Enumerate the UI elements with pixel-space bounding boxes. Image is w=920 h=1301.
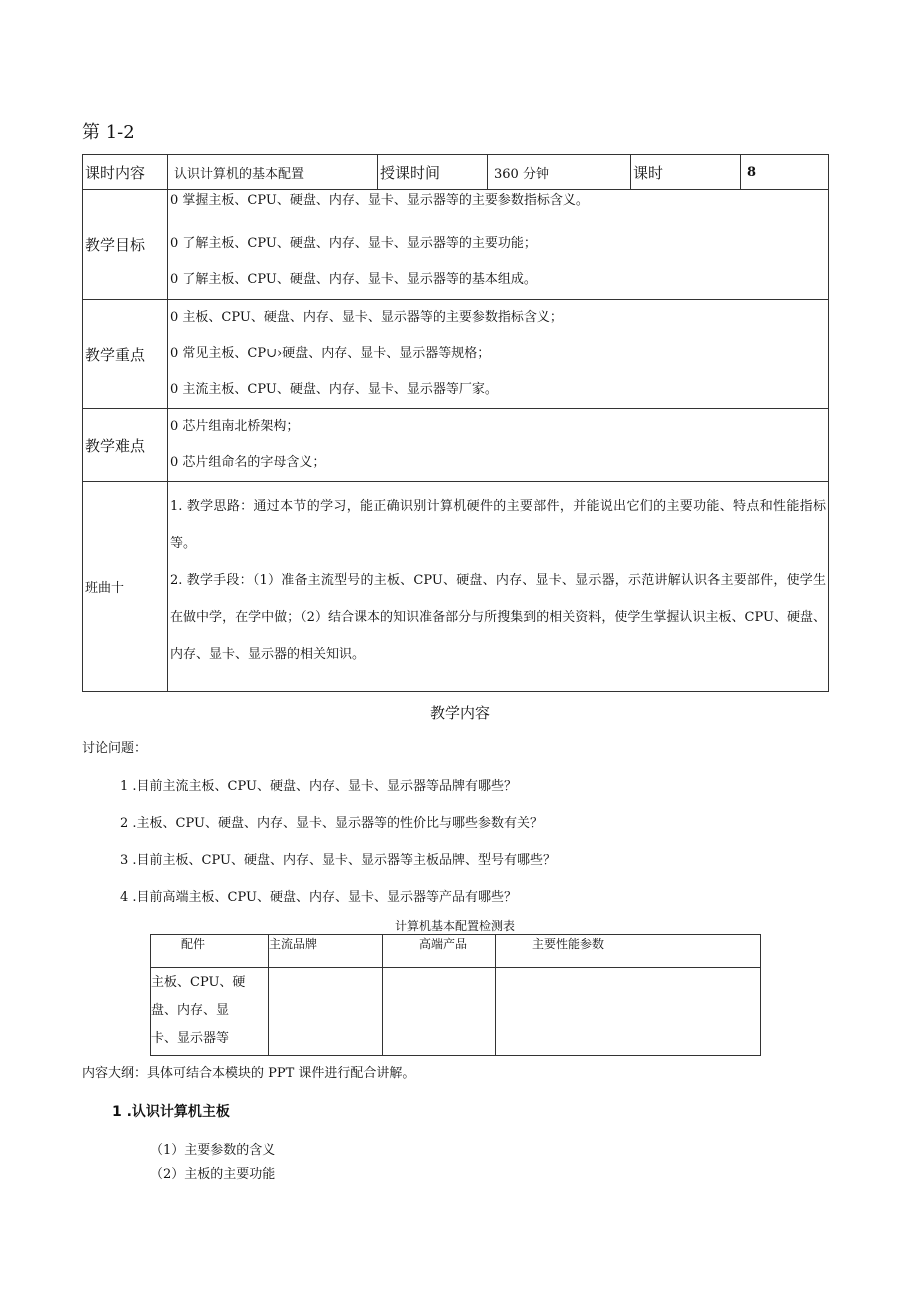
focus-row xyxy=(83,300,829,409)
header-parts: 配件 xyxy=(151,935,269,968)
focus-item: 0 常见主板、CP∪›硬盘、内存、显卡、显示器等规格； xyxy=(170,346,491,361)
check-table-header-row xyxy=(151,935,761,968)
cell-performance[interactable] xyxy=(496,968,761,1056)
method-paragraph: 2. 教学手段：（1）准备主流型号的主板、CPU、硬盘、内存、显卡、显示器，示范讲解认识各主要部件，使学生在做中学，在学中做；（2）结合课本的知识准备部分与所搜集到的相关资料，使学生掌握认识主板、CPU、硬盘、内存、显卡、显示器的相关知识。 xyxy=(170,573,826,662)
part-line: 主板、CPU、硬 xyxy=(151,975,246,990)
check-table-title: 计算机基本配置检测表 xyxy=(394,919,515,933)
lesson-number: 第 1-2 xyxy=(82,122,135,143)
method-row xyxy=(83,482,829,692)
focus-cell xyxy=(168,300,829,409)
discussion-question: 4 .目前高端主板、CPU、硬盘、内存、显卡、显示器等产品有哪些？ xyxy=(120,890,517,905)
content-outline: 内容大纲：具体可结合本模块的 PPT 课件进行配合讲解。 xyxy=(82,1066,416,1081)
method-label: 班曲十 xyxy=(83,482,168,692)
check-table-row xyxy=(151,968,761,1056)
discussion-question: 1 .目前主流主板、CPU、硬盘、内存、显卡、显示器等品牌有哪些？ xyxy=(120,779,517,794)
header-highend: 高端产品 xyxy=(383,935,496,968)
part-line: 盘、内存、显 xyxy=(151,1003,230,1018)
objective-item: 0 了解主板、CPU、硬盘、内存、显卡、显示器等的主要功能； xyxy=(170,236,537,251)
cell-parts xyxy=(151,968,269,1056)
section-1-item: （2）主板的主要功能 xyxy=(150,1167,276,1182)
content-value: 认识计算机的基本配置 xyxy=(168,155,378,190)
objective-item: 0 掌握主板、CPU、硬盘、内存、显卡、显示器等的主要参数指标含义。 xyxy=(170,193,589,208)
part-line: 卡、显示器等 xyxy=(151,1031,230,1046)
discussion-question: 2 .主板、CPU、硬盘、内存、显卡、显示器等的性价比与哪些参数有关？ xyxy=(120,816,543,831)
difficulty-label: 教学难点 xyxy=(83,409,168,482)
method-cell xyxy=(168,482,829,692)
objectives-label: 教学目标 xyxy=(83,190,168,300)
discussion-question: 3 .目前主板、CPU、硬盘、内存、显卡、显示器等主板品牌、型号有哪些？ xyxy=(120,853,556,868)
hours-value: 8 xyxy=(741,155,829,190)
cell-highend[interactable] xyxy=(383,968,496,1056)
focus-label: 教学重点 xyxy=(83,300,168,409)
difficulty-cell xyxy=(168,409,829,482)
header-performance: 主要性能参数 xyxy=(496,935,761,968)
method-paragraph: 1. 教学思路：通过本节的学习，能正确识别计算机硬件的主要部件，并能说出它们的主要功能、特点和性能指标等。 xyxy=(170,499,826,551)
time-label: 授课时间 xyxy=(378,155,488,190)
difficulty-item: 0 芯片组命名的字母含义； xyxy=(170,455,326,470)
time-value: 360 分钟 xyxy=(488,155,631,190)
objectives-row xyxy=(83,190,829,300)
objective-item: 0 了解主板、CPU、硬盘、内存、显卡、显示器等的基本组成。 xyxy=(170,272,537,287)
section-1-title: 1 .认识计算机主板 xyxy=(112,1104,230,1120)
hours-label: 课时 xyxy=(631,155,741,190)
section-1-item: （1）主要参数的含义 xyxy=(150,1143,276,1158)
difficulty-item: 0 芯片组南北桥架构； xyxy=(170,419,300,434)
lesson-plan-table xyxy=(82,154,829,692)
plan-header-row xyxy=(83,155,829,190)
header-brand: 主流品牌 xyxy=(269,935,383,968)
content-label: 课时内容 xyxy=(83,155,168,190)
difficulty-row xyxy=(83,409,829,482)
objectives-cell xyxy=(168,190,829,300)
check-table xyxy=(150,934,761,1056)
cell-brand[interactable] xyxy=(269,968,383,1056)
section-title: 教学内容 xyxy=(429,704,490,722)
focus-item: 0 主板、CPU、硬盘、内存、显卡、显示器等的主要参数指标含义； xyxy=(170,310,563,325)
discussion-title: 讨论问题： xyxy=(82,741,148,756)
focus-item: 0 主流主板、CPU、硬盘、内存、显卡、显示器等厂家。 xyxy=(170,382,498,397)
